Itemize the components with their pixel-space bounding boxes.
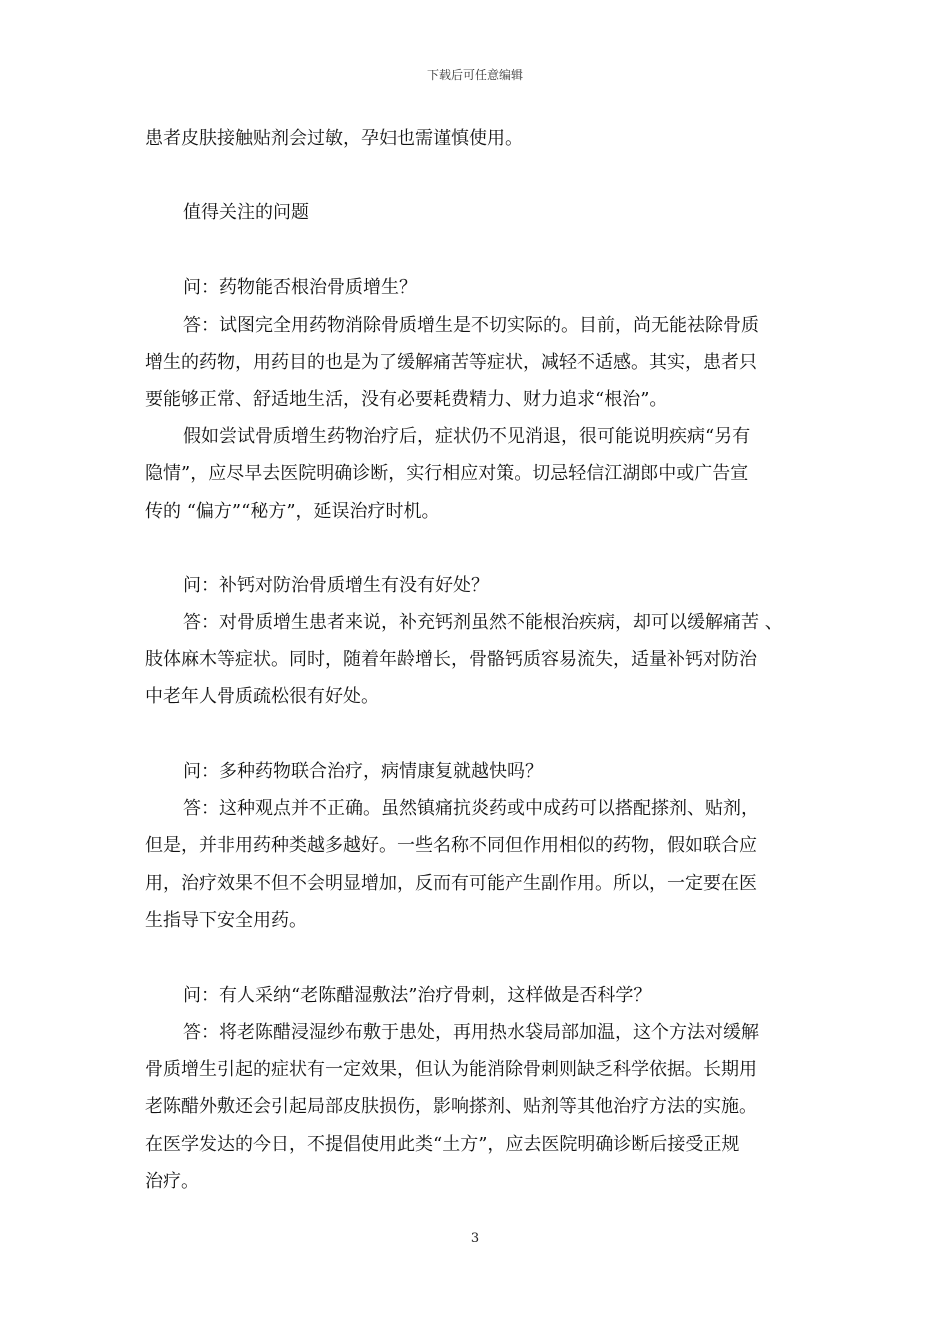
paragraph-line: 隐情”，应尽早去医院明确诊断，实行相应对策。切忌轻信江湖郎中或广告宣 <box>145 463 749 484</box>
paragraph-line: 假如尝试骨质增生药物治疗后，症状仍不见消退，很可能说明疾病“另有 <box>183 426 751 447</box>
question-line: 问：多种药物联合治疗，病情康复就越快吗？ <box>183 761 543 782</box>
paragraph-line: 患者皮肤接触贴剂会过敏，孕妇也需谨慎使用。 <box>145 128 523 149</box>
paragraph-line: 用，治疗效果不但不会明显增加，反而有可能产生副作用。所以，一定要在医 <box>145 873 757 894</box>
page-header: 下载后可任意编辑 <box>426 68 523 82</box>
section-heading: 值得关注的问题 <box>183 202 309 223</box>
question-line: 问：补钙对防治骨质增生有没有好处？ <box>183 575 489 596</box>
paragraph-line: 肢体麻木等症状。同时，随着年龄增长，骨骼钙质容易流失，适量补钙对防治 <box>145 649 757 670</box>
question-line: 问：药物能否根治骨质增生？ <box>183 277 417 298</box>
answer-line: 答：试图完全用药物消除骨质增生是不切实际的。目前，尚无能祛除骨质 <box>183 315 759 336</box>
paragraph-line: 老陈醋外敷还会引起局部皮肤损伤，影响搽剂、贴剂等其他治疗方法的实施。 <box>145 1096 757 1117</box>
paragraph-line: 要能够正常、舒适地生活，没有必要耗费精力、财力追求“根治”。 <box>145 389 668 410</box>
paragraph-line: 治疗。 <box>145 1171 199 1192</box>
paragraph-line: 在医学发达的今日，不提倡使用此类“土方”，应去医院明确诊断后接受正规 <box>145 1134 740 1155</box>
paragraph-line: 增生的药物，用药目的也是为了缓解痛苦等症状，减轻不适感。其实，患者只 <box>145 352 757 373</box>
paragraph-line: 骨质增生引起的症状有一定效果，但认为能消除骨刺则缺乏科学依据。长期用 <box>145 1059 757 1080</box>
paragraph-line: 但是，并非用药种类越多越好。一些名称不同但作用相似的药物，假如联合应 <box>145 835 757 856</box>
answer-line: 答：对骨质增生患者来说，补充钙剂虽然不能根治疾病，却可以缓解痛苦 、 <box>183 612 783 633</box>
answer-line: 答：将老陈醋浸湿纱布敷于患处，再用热水袋局部加温，这个方法对缓解 <box>183 1022 759 1043</box>
page-number: 3 <box>470 1231 480 1246</box>
paragraph-line: 生指导下安全用药。 <box>145 910 307 931</box>
paragraph-line: 中老年人骨质疏松很有好处。 <box>145 686 379 707</box>
paragraph-line: 传的 “偏方”“秘方”，延误治疗时机。 <box>145 501 440 522</box>
answer-line: 答：这种观点并不正确。虽然镇痛抗炎药或中成药可以搭配搽剂、贴剂， <box>183 798 759 819</box>
question-line: 问：有人采纳“老陈醋湿敷法”治疗骨刺，这样做是否科学？ <box>183 985 652 1006</box>
